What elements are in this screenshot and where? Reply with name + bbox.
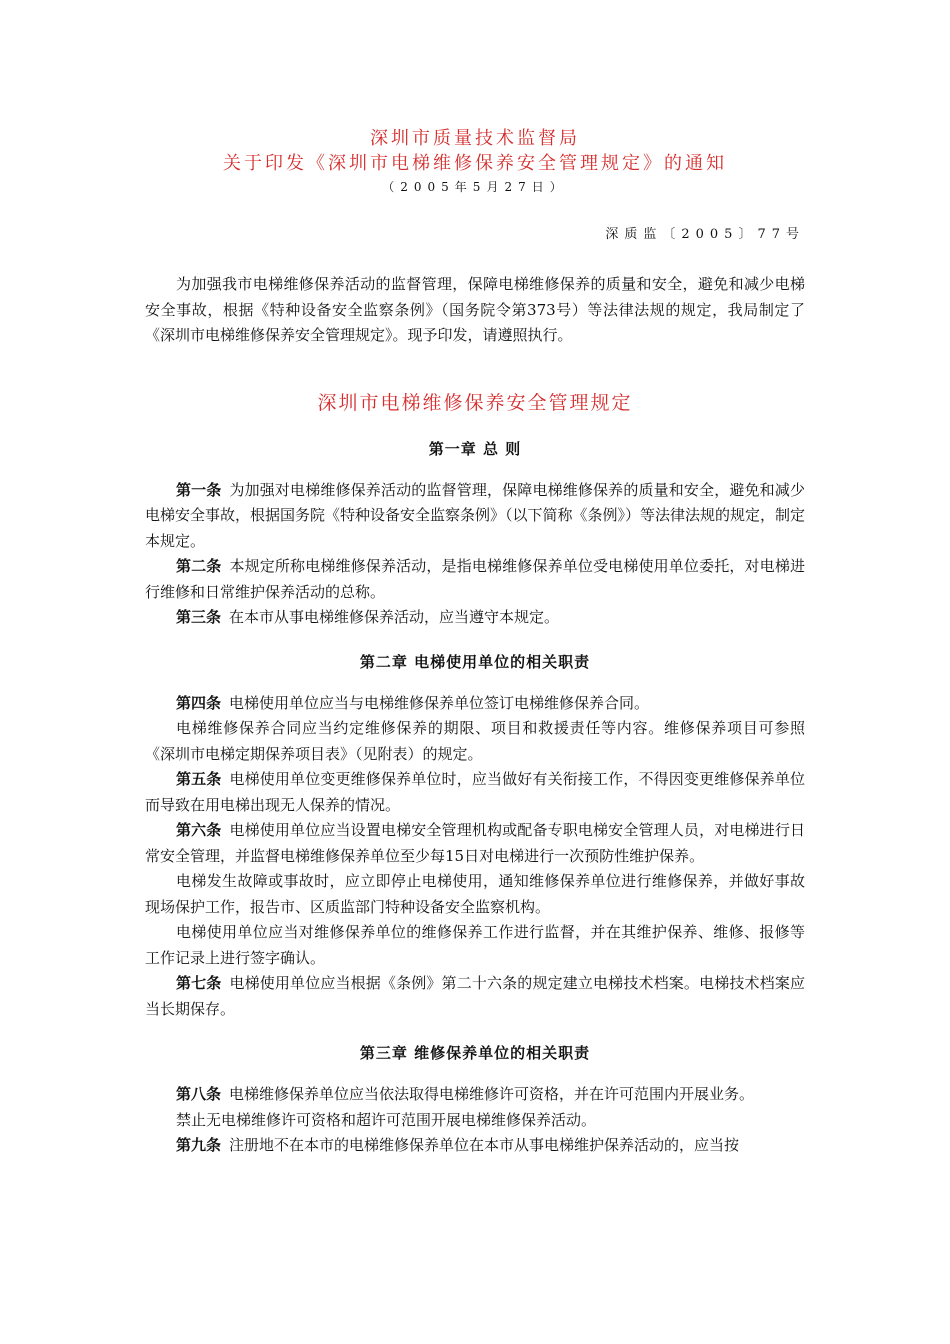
chapter-2-heading: 第二章 电梯使用单位的相关职责 [359,652,591,671]
article-label: 第六条 [176,821,222,839]
article-paragraph [145,971,805,1022]
notice-title: 关于印发《深圳市电梯维修保养安全管理规定》的通知 [223,153,727,174]
article-text: 电梯使用单位应当与电梯维修保养单位签订电梯维修保养合同。 [229,693,650,712]
article-paragraph [145,818,805,869]
article-paragraph [145,691,805,717]
article-label: 第八条 [176,1085,222,1103]
article-text: 电梯使用单位应当根据《条例》第二十六条的规定建立电梯技术档案。电梯技术档案应当长期保存。 [145,974,805,1018]
article-label: 第七条 [176,974,222,992]
intro-paragraph: 为加强我市电梯维修保养活动的监督管理，保障电梯维修保养的质量和安全，避免和减少电梯安全事故，根据《特种设备安全监察条例》（国务院令第373号）等法律法规的规定，我局制定了《深圳市电梯维修保养安全管理规定》。现予印发，请遵照执行。 [145,275,805,344]
issuer-heading: 深圳市质量技术监督局 [370,128,580,149]
article-text: 注册地不在本市的电梯维修保养单位在本市从事电梯维护保养活动的，应当按 [229,1136,740,1154]
article-text: 在本市从事电梯维修保养活动，应当遵守本规定。 [229,608,560,626]
article-paragraph [145,554,805,605]
article-paragraph [145,605,805,631]
article-paragraph [145,1133,805,1159]
article-text: 电梯维修保养合同应当约定维修保养的期限、项目和救援责任等内容。维修保养项目可参照《深圳市电梯定期保养项目表》（见附表）的规定。 [145,719,805,763]
article-text: 电梯使用单位变更维修保养单位时，应当做好有关衔接工作，不得因变更维修保养单位而导致在用电梯出现无人保养的情况。 [145,770,805,814]
article-paragraph [145,1082,805,1108]
regulation-title: 深圳市电梯维修保养安全管理规定 [317,391,633,414]
article-label: 第九条 [176,1136,222,1154]
article-label: 第五条 [176,770,222,788]
article-text: 电梯使用单位应当设置电梯安全管理机构或配备专职电梯安全管理人员，对电梯进行日常安全管理，并监督电梯维修保养单位至少每15日对电梯进行一次预防性维护保养。 [145,821,805,865]
article-label: 第三条 [176,608,222,626]
document-page [145,126,805,1159]
article-label: 第四条 [176,693,222,712]
article-paragraph [145,869,805,920]
issue-date: （2005年5月27日） [382,180,568,194]
article-paragraph [145,920,805,971]
article-text: 电梯维修保养单位应当依法取得电梯维修许可资格，并在许可范围内开展业务。 [229,1085,755,1103]
article-text: 禁止无电梯维修许可资格和超许可范围开展电梯维修保养活动。 [176,1110,597,1129]
article-label: 第二条 [176,557,222,575]
article-text: 电梯使用单位应当对维修保养单位的维修保养工作进行监督，并在其维护保养、维修、报修等工作记录上进行签字确认。 [145,923,805,967]
article-paragraph [145,716,805,767]
article-paragraph [145,1108,805,1134]
article-paragraph [145,767,805,818]
chapter-1-heading: 第一章 总 则 [428,439,522,458]
article-label: 第一条 [176,480,222,499]
article-paragraph [145,478,805,555]
article-text: 电梯发生故障或事故时，应立即停止电梯使用，通知维修保养单位进行维修保养，并做好事故现场保护工作，报告市、区质监部门特种设备安全监察机构。 [145,872,805,916]
chapter-3-heading: 第三章 维修保养单位的相关职责 [359,1044,591,1062]
document-number: 深质监〔2005〕77号 [605,227,805,242]
article-text: 为加强对电梯维修保养活动的监督管理，保障电梯维修保养的质量和安全，避免和减少电梯安全事故，根据国务院《特种设备安全监察条例》（以下简称《条例》）等法律法规的规定，制定本规定。 [145,480,806,550]
article-text: 本规定所称电梯维修保养活动，是指电梯维修保养单位受电梯使用单位委托，对电梯进行维修和日常维护保养活动的总称。 [145,557,805,601]
